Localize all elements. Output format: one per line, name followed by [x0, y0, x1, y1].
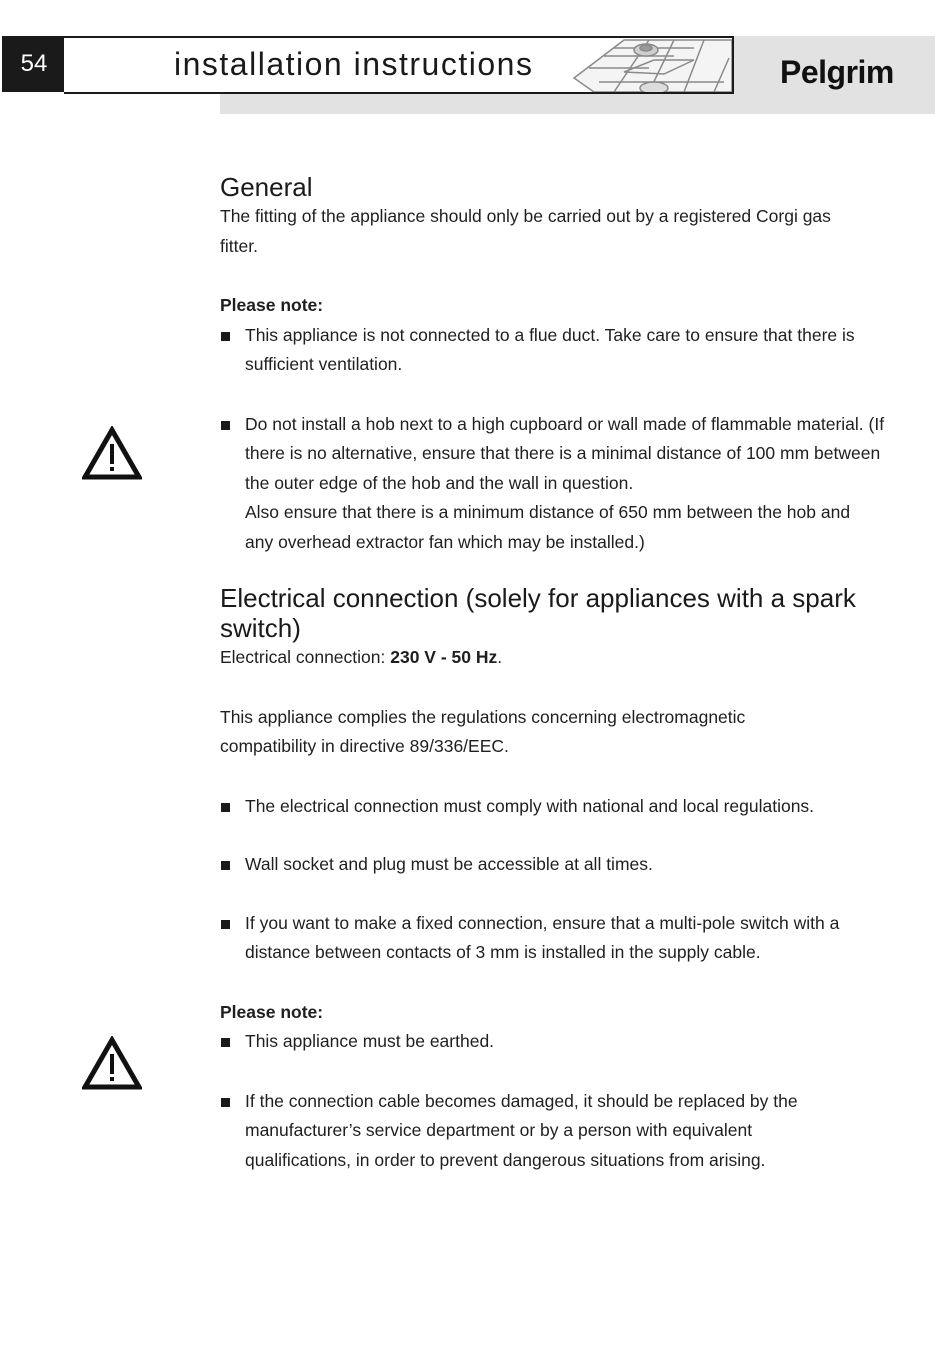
square-bullet-icon	[221, 332, 230, 341]
please-note-label: Please note:	[220, 1001, 324, 1022]
square-bullet-icon	[221, 421, 230, 430]
general-intro: The fitting of the appliance should only be carried out by a registered Corgi gas fitter.	[220, 206, 831, 256]
list-item: Wall socket and plug must be accessible at all times.	[220, 850, 890, 880]
list-item-continuation: Also ensure that there is a minimum distance of 650 mm between the hob and any overhead extractor fan which may be installed.)	[245, 502, 851, 552]
list-item: This appliance must be earthed.	[220, 1027, 890, 1057]
voltage-value: 230 V - 50 Hz	[390, 647, 498, 667]
square-bullet-icon	[221, 920, 230, 929]
warning-triangle-icon	[82, 426, 142, 480]
electrical-connection-spec: Electrical connection: 230 V - 50 Hz.	[220, 647, 503, 667]
title-box	[64, 36, 734, 94]
page-number: 54	[2, 36, 66, 92]
page-title: installation instructions	[174, 46, 534, 82]
square-bullet-icon	[221, 1098, 230, 1107]
general-heading: General	[220, 172, 313, 202]
list-item: If the connection cable becomes damaged, it should be replaced by the manufacturer’s service department or by a person with equivalent qualifications, in order to prevent dangerous situations from arising.	[220, 1087, 825, 1176]
square-bullet-icon	[221, 803, 230, 812]
warning-triangle-icon	[82, 1036, 142, 1090]
list-item: If you want to make a fixed connection, ensure that a multi-pole switch with a distance between contacts of 3 mm is installed in the supply cable.	[220, 909, 890, 968]
list-item: The electrical connection must comply with national and local regulations.	[220, 792, 890, 822]
please-note-label: Please note:	[220, 295, 324, 315]
square-bullet-icon	[221, 861, 230, 870]
header-grey-band	[220, 92, 935, 114]
list-item: Do not install a hob next to a high cupboard or wall made of flammable material. (If there is no alternative, ensure that there is a minimal distance of 100 mm between the outer edge of the hob and the wall in question.	[220, 410, 890, 499]
main-content	[220, 172, 890, 1175]
pelgrim-logo: Pelgrim	[780, 54, 894, 90]
compliance-text: This appliance complies the regulations concerning electromagnetic compatibility in directive 89/336/EEC.	[220, 706, 746, 756]
list-item: This appliance is not connected to a flue duct. Take care to ensure that there is sufficient ventilation.	[220, 321, 890, 380]
square-bullet-icon	[221, 1038, 230, 1047]
page-header	[0, 0, 950, 120]
electrical-heading: Electrical connection (solely for appliances with a spark switch)	[220, 583, 856, 643]
gas-hob-illustration	[554, 38, 732, 92]
